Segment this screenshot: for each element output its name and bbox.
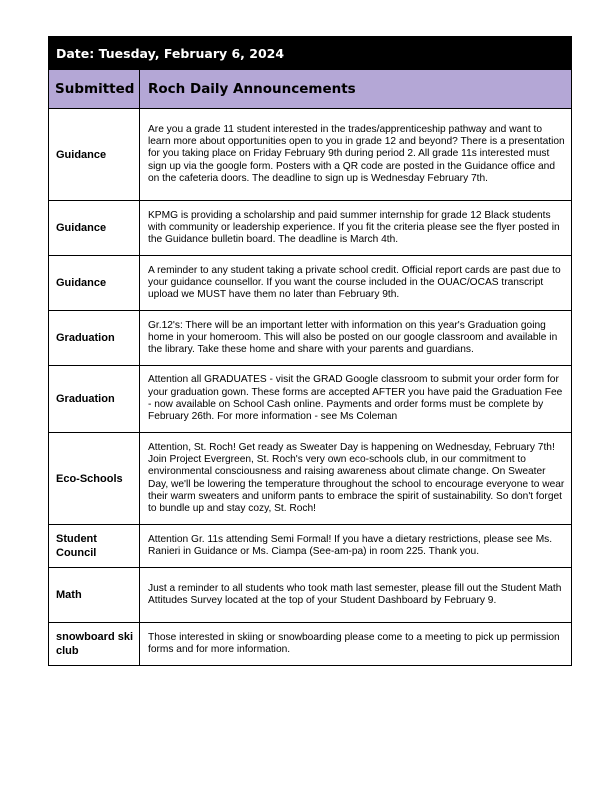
announcement-row bbox=[49, 201, 571, 256]
department-label: Graduation bbox=[56, 393, 115, 405]
announcement-row bbox=[49, 311, 571, 366]
announcement-row bbox=[49, 568, 571, 623]
department-label: Graduation bbox=[56, 332, 115, 344]
announcement-text: KPMG is providing a scholarship and paid summer internship for grade 12 Black students with community or leadership experience. If you fit the criteria please see the flyer posted in the Guidance bulletin board. The deadline is March 4th. bbox=[148, 209, 560, 246]
announcement-text: Attention, St. Roch! Get ready as Sweater Day is happening on Wednesday, February 7th! Join Project Evergreen, St. Roch's very own eco-schools club, in our commitment to environmental consciousness and raising awareness about climate change. On Sweater Day, we'll be lowering the temperature throughout the school to encourage everyone to wear their warm sweaters and uniform pants to embrace the spirit of sustainability. So don't forget to bundle up and stay cozy, St. Roch! bbox=[148, 441, 565, 515]
department-label: Eco-Schools bbox=[56, 472, 123, 485]
department-label: snowboard ski club bbox=[56, 631, 134, 657]
announcement-text: Just a reminder to all students who took math last semester, please fill out the Student Math Attitudes Survey located at the top of your Student Dashboard by February 9. bbox=[148, 582, 562, 606]
announcement-row bbox=[49, 256, 571, 311]
announcements-sheet bbox=[48, 36, 572, 666]
department-label: Math bbox=[56, 589, 82, 601]
announcement-row bbox=[49, 109, 571, 201]
announcement-text: A reminder to any student taking a private school credit. Official report cards are past due to your guidance counsellor. If you want the course included in the OUAC/OCAS transcript upload we MUST have them no later than February 9th. bbox=[148, 264, 561, 301]
announcement-row bbox=[49, 623, 571, 666]
announcements-title: Roch Daily Announcements bbox=[140, 70, 572, 109]
announcement-text: Attention all GRADUATES - visit the GRAD Google classroom to submit your order form for your graduation gown. These forms are accepted AFTER you have paid the Graduation Fee - now available on School Cash online. Payments and order forms must be complete by February 26th. For more information - see Ms Coleman bbox=[148, 374, 563, 423]
department-label: Guidance bbox=[56, 222, 107, 234]
announcement-text: Gr.12's: There will be an important letter with information on this year's Graduation going home in your homeroom. This will also be posted on our google classroom and available in the library. Take these home and share with your parents and guardians. bbox=[148, 319, 558, 356]
department-label: Guidance bbox=[56, 277, 107, 289]
announcement-row bbox=[49, 366, 571, 433]
announcement-row bbox=[49, 525, 571, 568]
announcement-text: Those interested in skiing or snowboarding please come to a meeting to pick up permission forms and for more information. bbox=[148, 631, 560, 655]
date-bar: Date: Tuesday, February 6, 2024 bbox=[49, 37, 571, 70]
department-label: Student Council bbox=[56, 533, 97, 559]
announcements-table bbox=[49, 70, 571, 666]
submitted-column-header: Submitted bbox=[49, 70, 140, 109]
table-header-row bbox=[49, 70, 571, 109]
announcement-text: Are you a grade 11 student interested in the trades/apprenticeship pathway and want to learn more about opportunities open to you in grade 12 and beyond? There is a presentation for you taking place on Friday February 9th during period 2. All grade 11s interested must sign up via the google form. Posters with a QR code are posted in the Guidance office and on the cafeteria doors. The deadline to sign up is Wednesday February 7th. bbox=[148, 123, 565, 184]
department-label: Guidance bbox=[56, 148, 107, 161]
announcement-text: Attention Gr. 11s attending Semi Formal! If you have a dietary restrictions, please see Ms. Ranieri in Guidance or Ms. Ciampa (See-am-pa) in room 225. Thank you. bbox=[148, 533, 553, 557]
announcement-row bbox=[49, 433, 571, 525]
